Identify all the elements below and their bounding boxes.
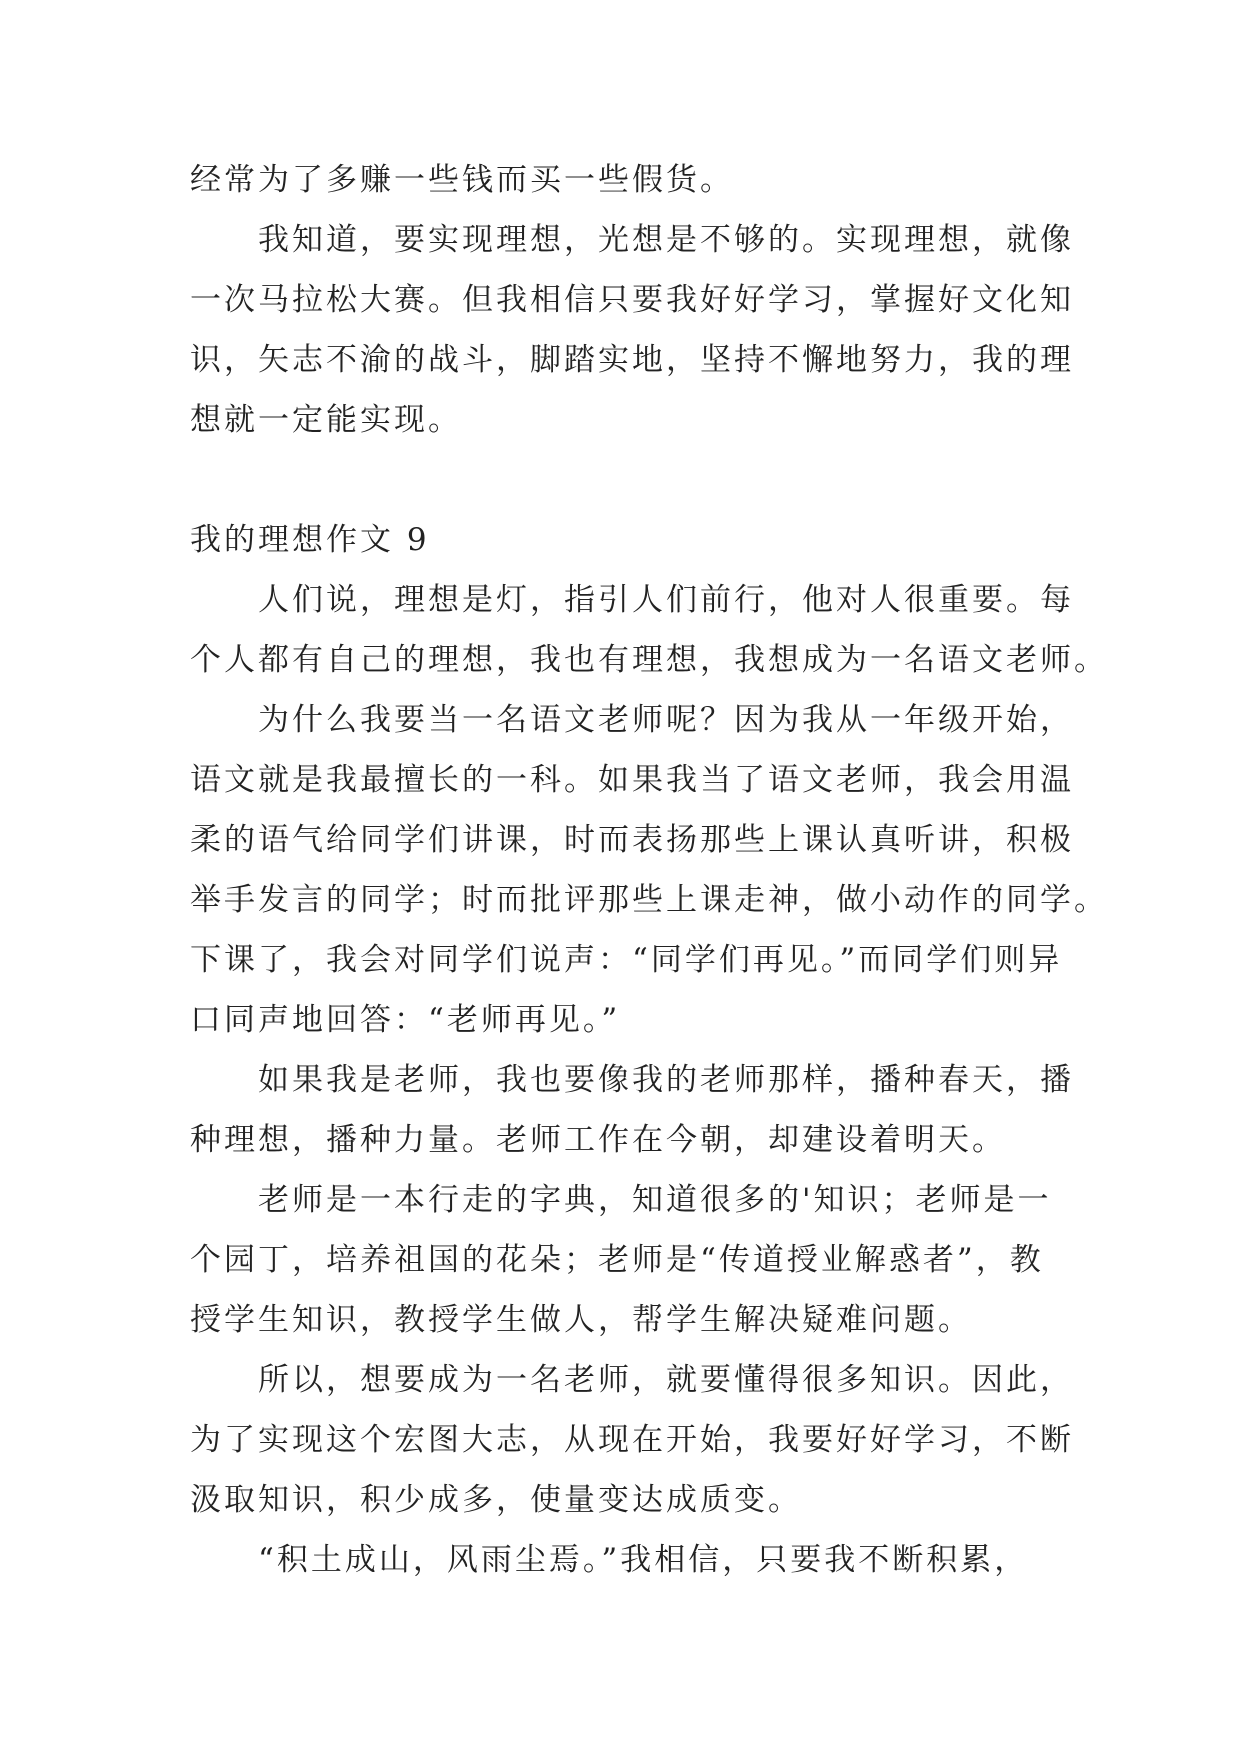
paragraph-2 [190, 690, 1108, 1050]
paragraph-line: 个园丁，培养祖国的花朵；老师是“传道授业解惑者”，教 [190, 1242, 1044, 1278]
paragraph-line: 语文就是我最擅长的一科。如果我当了语文老师，我会用温 [190, 762, 1074, 798]
paragraph-line: 老师是一本行走的字典，知道很多的'知识；老师是一 [190, 1182, 1052, 1218]
paragraph-4 [190, 1170, 1070, 1350]
essay-title: 我的理想作文 9 [190, 522, 430, 558]
paragraph-line: 人们说，理想是灯，指引人们前行，他对人很重要。每 [190, 582, 1074, 618]
paragraph-line: 种理想，播种力量。老师工作在今朝，却建设着明天。 [190, 1122, 1006, 1158]
paragraph-line: 识，矢志不渝的战斗，脚踏实地，坚持不懈地努力，我的理 [190, 342, 1074, 378]
paragraph-line: 举手发言的同学；时而批评那些上课走神，做小动作的同学。 [190, 882, 1108, 918]
paragraph-line: 个人都有自己的理想，我也有理想，我想成为一名语文老师。 [190, 642, 1108, 678]
paragraph-line: 想就一定能实现。 [190, 402, 462, 438]
paragraph-line: 为了实现这个宏图大志，从现在开始，我要好好学习，不断 [190, 1422, 1074, 1458]
paragraph-3 [190, 1050, 1074, 1170]
paragraph-line: 如果我是老师，我也要像我的老师那样，播种春天，播 [190, 1062, 1074, 1098]
document-body [190, 150, 1108, 1590]
paragraph-line: 一次马拉松大赛。但我相信只要我好好学习，掌握好文化知 [190, 282, 1074, 318]
paragraph-6 [190, 1530, 1070, 1590]
paragraph-line: 为什么我要当一名语文老师呢？因为我从一年级开始， [190, 702, 1074, 738]
paragraph-5 [190, 1350, 1074, 1530]
paragraph-line: 授学生知识，教授学生做人，帮学生解决疑难问题。 [190, 1302, 972, 1338]
intro-tail-line: 经常为了多赚一些钱而买一些假货。 [190, 162, 734, 198]
paragraph-line: 下课了，我会对同学们说声：“同学们再见。”而同学们则异 [190, 942, 1063, 978]
paragraph-line: 口同声地回答：“老师再见。” [190, 1002, 621, 1038]
paragraph-line: 柔的语气给同学们讲课，时而表扬那些上课认真听讲，积极 [190, 822, 1074, 858]
paragraph-1 [190, 570, 1108, 690]
paragraph-line: 我知道，要实现理想，光想是不够的。实现理想，就像 [190, 222, 1074, 258]
paragraph-line: 所以，想要成为一名老师，就要懂得很多知识。因此， [190, 1362, 1074, 1398]
paragraph-line: 汲取知识，积少成多，使量变达成质变。 [190, 1482, 802, 1518]
intro-paragraph [190, 210, 1074, 450]
paragraph-line: “积土成山，风雨尘焉。”我相信，只要我不断积累， [190, 1542, 1029, 1578]
